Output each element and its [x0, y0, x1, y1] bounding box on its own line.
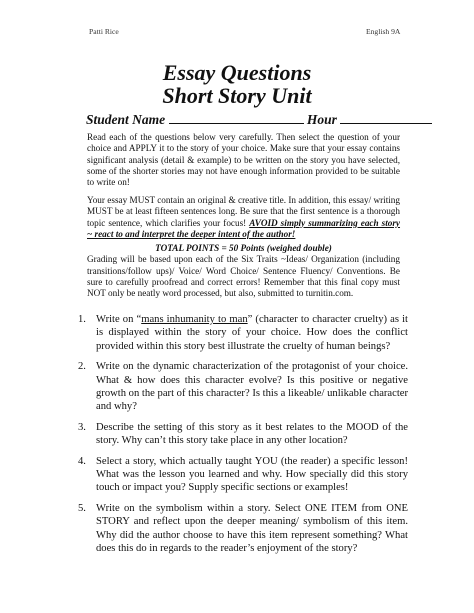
question-list	[78, 313, 408, 563]
instructions-paragraph-1: Read each of the questions below very carefully. Then select the question of your choice and APPLY it to the story of your choice. Make sure that your essay contains significant analysis (detail & example) to be written on the story you have selected, some of the shorter stories may not have enough information provided to be suitable to write on!	[87, 132, 400, 188]
question-text: Write on “	[96, 314, 142, 325]
instructions-paragraph-2	[87, 195, 400, 240]
question-number: 5.	[78, 502, 86, 514]
header-course: English 9A	[366, 27, 401, 36]
avoid-summarizing-note: AVOID simply summarizing each story ~ react to and interpret the deeper intent of the author!	[87, 217, 401, 239]
question-item	[78, 313, 408, 353]
grading-paragraph: Grading will be based upon each of the Six Traits ~Ideas/ Organization (including transitions/follow ups)/ Voice/ Word Choice/ Sentence Fluency/ Conventions. Be sure to carefully proofread and correct errors! Remember that this final copy must NOT only be neatly word processed, but also, submitted to turnitin.com.	[87, 254, 400, 299]
question-underlined-phrase: mans inhumanity to man	[141, 314, 248, 325]
question-text: Write on the dynamic characterization of the protagonist of your choice. What & how does this character evolve? Is this positive or negative growth on the part of this character? Is this a likeable/ unlikable character and why?	[96, 361, 408, 413]
question-item	[78, 421, 408, 448]
question-text: Write on the symbolism within a story. Select ONE ITEM from ONE STORY and reflect upon the deeper meaning/ symbolism of this item. Why did the author choose to have this item represent something? What does this do in regards to the reader’s enjoyment of the story?	[96, 502, 408, 555]
question-text: Select a story, which actually taught YOU (the reader) a specific lesson! What was the lesson you learned and why. How specially did this story touch or impact you? Supply specific sections or examples!	[96, 455, 408, 494]
question-number: 4.	[78, 455, 86, 467]
question-number: 2.	[78, 361, 86, 373]
question-item	[78, 455, 408, 495]
total-points: TOTAL POINTS = 50 Points (weighed double)	[155, 243, 332, 253]
title-line-2: Short Story Unit	[162, 83, 312, 108]
student-name-label: Student Name	[86, 112, 166, 127]
question-text-continued: ” (character to character cruelty) as it is displayed within the story of your choice. How does the conflict provided within this story best illustrate the cruelty of human beings?	[96, 314, 408, 352]
title-line-1: Essay Questions	[162, 60, 312, 85]
student-name-blank[interactable]	[169, 111, 304, 124]
question-number: 1.	[78, 314, 86, 325]
header-author: Patti Rice	[89, 27, 119, 36]
question-item	[78, 360, 408, 414]
question-number: 3.	[78, 421, 86, 433]
question-item	[78, 502, 408, 556]
hour-blank[interactable]	[340, 111, 432, 124]
question-text: Describe the setting of this story as it best relates to the MOOD of the story. Why can’t this story take place in any other location?	[96, 421, 408, 447]
hour-label: Hour	[306, 112, 337, 127]
paragraph-2-text: Your essay MUST contain an original & creative title. In addition, this essay/ writing MUST be at least fifteen sentences long. Be sure that the first sentence is a thorough topic sentence, which clarifies your focus!	[87, 195, 400, 228]
grading-block	[87, 243, 400, 299]
student-info-row	[86, 111, 420, 128]
